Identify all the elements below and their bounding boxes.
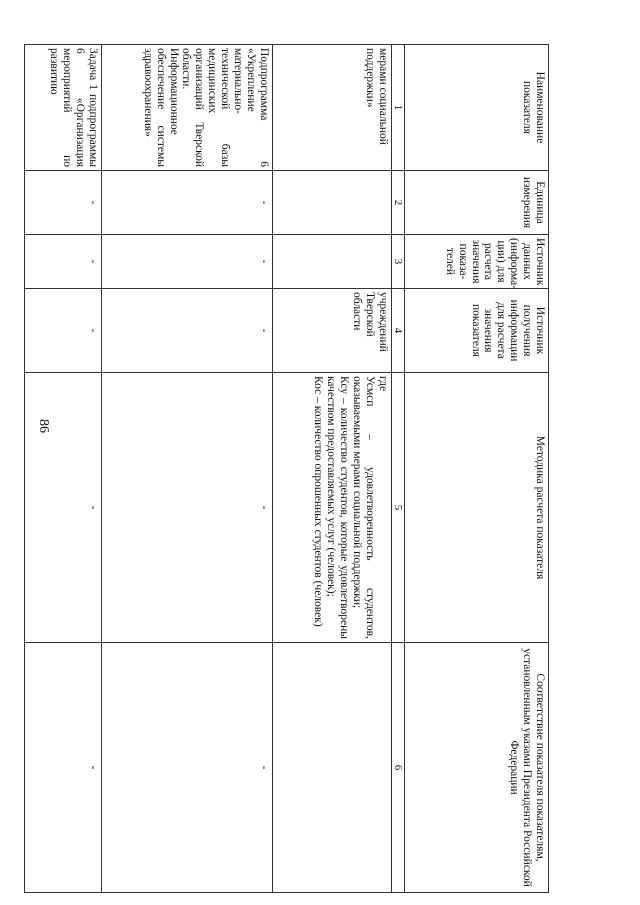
column-number: 2 xyxy=(391,171,404,235)
indicator-name: Подпрограмма 6 «Укрепление материально-технической базы медицинских организаций Тверской области. Информационное обеспечение системы здравоохранения» xyxy=(101,45,272,171)
source-info-cell: - xyxy=(24,289,101,373)
table-row xyxy=(24,45,101,893)
header-method: Методика расчета показателя xyxy=(405,373,549,643)
column-number: 6 xyxy=(391,643,404,893)
header-unit: Единица измерения xyxy=(405,171,549,235)
source-info-cell: - xyxy=(101,289,272,373)
indicator-table xyxy=(24,44,549,893)
unit-cell: - xyxy=(101,171,272,235)
header-source-data: Источник данных (информа-ции) для расчета значения показа-телей xyxy=(405,235,549,289)
header-name: Наименование показателя xyxy=(405,45,549,171)
column-number: 3 xyxy=(391,235,404,289)
column-number: 1 xyxy=(391,45,404,171)
method-cell: где Усмсп – удовлетворенность студентов, оказываемыми мерами социальной поддержки; Ксу – количество студентов, которые удовлетворены качеством предоставляемых услуг (человек); Кос – количество опрошенных студентов (человек) xyxy=(272,373,391,643)
method-cell: - xyxy=(101,373,272,643)
header-compliance: Соответствие показателя показателям, установленным указами Президента Российской Федерации xyxy=(405,643,549,893)
column-number: 5 xyxy=(391,373,404,643)
header-source-info: Источник получения информации для расчета значения показателя xyxy=(405,289,549,373)
compliance-cell xyxy=(272,643,391,893)
source-data-cell xyxy=(272,235,391,289)
header-row xyxy=(405,45,549,893)
rotated-table-container xyxy=(48,44,549,892)
unit-cell: - xyxy=(24,171,101,235)
compliance-cell: - xyxy=(24,643,101,893)
source-data-cell: - xyxy=(24,235,101,289)
page-number: 86 xyxy=(36,419,51,433)
column-number: 4 xyxy=(391,289,404,373)
source-data-cell: - xyxy=(101,235,272,289)
table-row xyxy=(272,45,391,893)
indicator-name: мерами социальной поддержки» xyxy=(272,45,391,171)
source-info-cell: учреждений Тверской области xyxy=(272,289,391,373)
column-number-row xyxy=(391,45,404,893)
unit-cell xyxy=(272,171,391,235)
method-cell: - xyxy=(24,373,101,643)
compliance-cell: - xyxy=(101,643,272,893)
indicator-name: Задача 1 подпрограммы 6 «Организация мероприятий по развитию xyxy=(24,45,101,171)
table-row xyxy=(101,45,272,893)
